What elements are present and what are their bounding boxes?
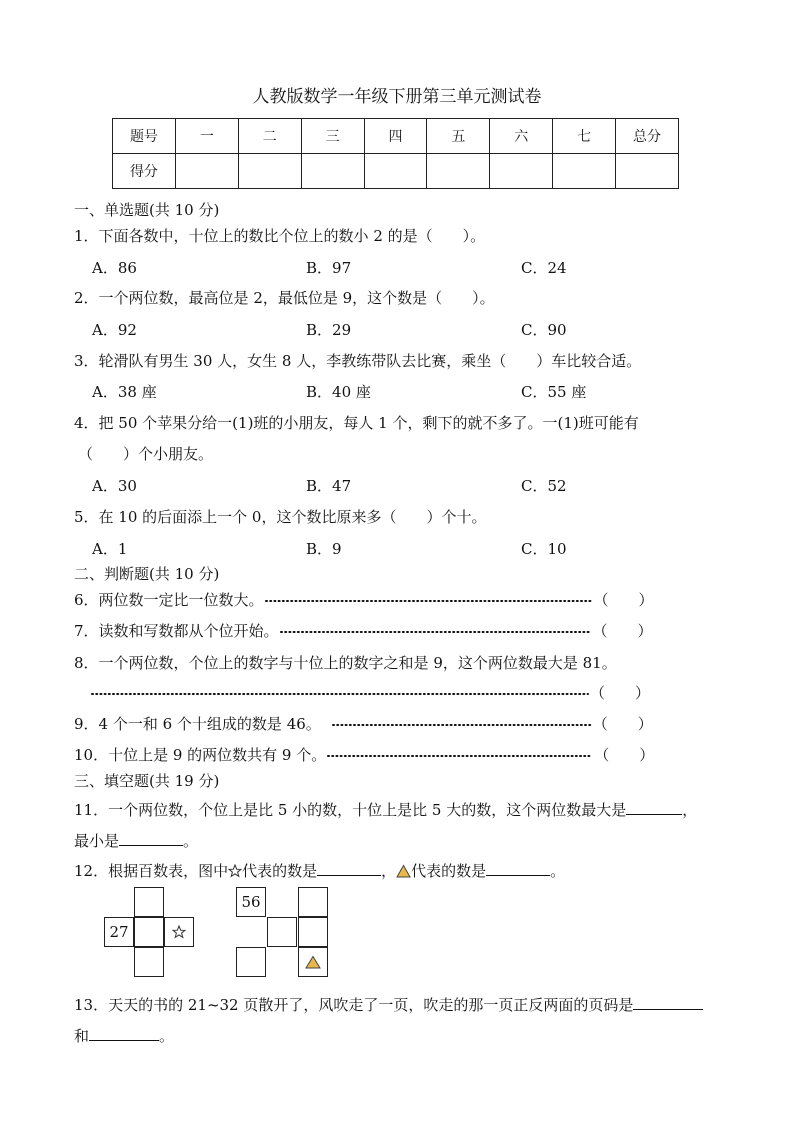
q12-triangle-answer-blank[interactable] — [486, 861, 550, 876]
q5-option-b[interactable]: B．9 — [306, 540, 342, 558]
score-input-cell[interactable] — [238, 154, 301, 189]
q2-option-b[interactable]: B．29 — [306, 321, 352, 339]
question-4: 4．把 50 个苹果分给一(1)班的小朋友，每人 1 个，剩下的就不多了。一(1)班可能有 — [74, 414, 639, 432]
question-13-end: 。 — [159, 1027, 175, 1045]
grid-cell — [298, 887, 328, 917]
grid-cell — [267, 917, 297, 947]
score-header-cell: 二 — [238, 119, 301, 154]
q5-option-a[interactable]: A．1 — [92, 540, 128, 558]
grid-cell-number: 27 — [104, 917, 134, 947]
score-row-label: 得分 — [113, 154, 176, 189]
question-12-end: 。 — [550, 862, 566, 880]
hundred-chart-fragment-2 — [236, 887, 328, 979]
question-9-answer-bracket[interactable]: （ ） — [592, 715, 653, 733]
leader-dots — [326, 751, 594, 761]
question-3: 3．轮滑队有男生 30 人，女生 8 人，李教练带队去比赛，乘坐（ ）车比较合适。 — [74, 352, 642, 370]
q5-option-c[interactable]: C．10 — [521, 540, 567, 558]
question-9 — [74, 713, 653, 734]
question-7-text: 7．读数和写数都从个位开始。 — [74, 622, 279, 640]
grid-cell-star — [164, 917, 194, 947]
triangle-icon — [396, 864, 411, 878]
leader-dots — [331, 720, 593, 730]
grid-cell-number: 56 — [236, 887, 266, 917]
question-8: 8．一个两位数，个位上的数字与十位上的数字之和是 9，这个两位数最大是 81。 — [74, 654, 617, 672]
question-12-part3: ， — [381, 862, 397, 880]
question-11-text: 11．一个两位数，个位上是比 5 小的数，十位上是比 5 大的数，这个两位数最大是 — [74, 801, 627, 819]
grid-cell — [236, 947, 266, 977]
grid-cell — [134, 947, 164, 977]
leader-dots — [279, 627, 593, 637]
question-12-part4: 代表的数是 — [411, 862, 487, 880]
score-table-header-row — [113, 119, 679, 154]
question-2: 2．一个两位数，最高位是 2，最低位是 9，这个数是（ ）。 — [74, 289, 495, 307]
section-heading-true-false: 二、判断题(共 10 分) — [74, 565, 220, 583]
section-heading-single-choice: 一、单选题(共 10 分) — [74, 201, 220, 219]
q3-option-c[interactable]: C．55 座 — [521, 383, 587, 401]
score-header-cell: 六 — [490, 119, 553, 154]
section-heading-fill-in: 三、填空题(共 19 分) — [74, 772, 220, 790]
score-header-cell: 总分 — [616, 119, 679, 154]
question-8-answer-bracket[interactable]: （ ） — [590, 684, 651, 702]
question-13-text: 13．天天的书的 21~32 页散开了，风吹走了一页，吹走的那一页正反两面的页码是 — [74, 996, 634, 1014]
triangle-icon — [305, 955, 321, 969]
score-input-cell[interactable] — [553, 154, 616, 189]
question-10-text: 10．十位上是 9 的两位数共有 9 个。 — [74, 746, 327, 764]
question-7-answer-bracket[interactable]: （ ） — [592, 622, 653, 640]
q12-star-answer-blank[interactable] — [317, 861, 381, 876]
score-header-cell: 四 — [364, 119, 427, 154]
question-11-continued — [74, 830, 198, 851]
q11-comma: ， — [682, 801, 698, 819]
question-4-continued: （ ）个小朋友。 — [78, 445, 214, 463]
score-table-score-row — [113, 154, 679, 189]
q1-option-a[interactable]: A．86 — [92, 259, 137, 277]
q11-period: 。 — [183, 832, 199, 850]
q3-option-a[interactable]: A．38 座 — [92, 383, 157, 401]
score-input-cell[interactable] — [490, 154, 553, 189]
question-5: 5．在 10 的后面添上一个 0，这个数比原来多（ ）个十。 — [74, 508, 487, 526]
q2-option-c[interactable]: C．90 — [521, 321, 567, 339]
q2-option-a[interactable]: A．92 — [92, 321, 137, 339]
question-6 — [74, 589, 654, 610]
question-11-text2: 最小是 — [74, 832, 120, 850]
question-12 — [74, 860, 565, 881]
hundred-chart-fragment-1 — [104, 887, 196, 979]
q13-page-answer-blank-2[interactable] — [89, 1026, 159, 1041]
score-header-cell: 题号 — [113, 119, 176, 154]
grid-cell — [134, 917, 164, 947]
grid-cell — [298, 917, 328, 947]
q1-option-b[interactable]: B．97 — [306, 259, 352, 277]
question-13-continued — [74, 1025, 174, 1046]
score-header-cell: 三 — [301, 119, 364, 154]
question-12-part1: 12．根据百数表，图中 — [74, 862, 229, 880]
question-7 — [74, 620, 653, 641]
question-6-text: 6．两位数一定比一位数大。 — [74, 591, 264, 609]
question-1: 1．下面各数中，十位上的数比个位上的数小 2 的是（ ）。 — [74, 227, 486, 245]
question-6-answer-bracket[interactable]: （ ） — [593, 591, 654, 609]
grid-cell-triangle — [298, 947, 328, 977]
q4-option-a[interactable]: A．30 — [92, 477, 137, 495]
leader-dots — [264, 596, 594, 606]
star-icon — [172, 925, 186, 939]
score-input-cell[interactable] — [616, 154, 679, 189]
score-table — [112, 118, 679, 189]
q11-min-answer-blank[interactable] — [119, 831, 183, 846]
q13-page-answer-blank-1[interactable] — [633, 995, 703, 1010]
question-10-answer-bracket[interactable]: （ ） — [594, 746, 655, 764]
question-13-text2: 和 — [74, 1027, 90, 1045]
score-input-cell[interactable] — [301, 154, 364, 189]
score-input-cell[interactable] — [175, 154, 238, 189]
score-header-cell: 五 — [427, 119, 490, 154]
score-header-cell: 一 — [175, 119, 238, 154]
score-input-cell[interactable] — [427, 154, 490, 189]
q3-option-b[interactable]: B．40 座 — [306, 383, 371, 401]
question-12-part2: 代表的数是 — [242, 862, 318, 880]
page-title: 人教版数学一年级下册第三单元测试卷 — [252, 87, 542, 107]
star-icon — [228, 864, 242, 878]
q11-max-answer-blank[interactable] — [626, 800, 682, 815]
question-11 — [74, 799, 697, 820]
q4-option-c[interactable]: C．52 — [521, 477, 567, 495]
q4-option-b[interactable]: B．47 — [306, 477, 352, 495]
q1-option-c[interactable]: C．24 — [521, 259, 567, 277]
score-header-cell: 七 — [553, 119, 616, 154]
question-10 — [74, 744, 654, 765]
leader-dots — [90, 689, 590, 699]
score-input-cell[interactable] — [364, 154, 427, 189]
question-8-continued — [90, 682, 650, 703]
grid-cell — [134, 887, 164, 917]
question-13 — [74, 994, 703, 1015]
question-9-text: 9．4 个一和 6 个十组成的数是 46。 — [74, 715, 321, 733]
